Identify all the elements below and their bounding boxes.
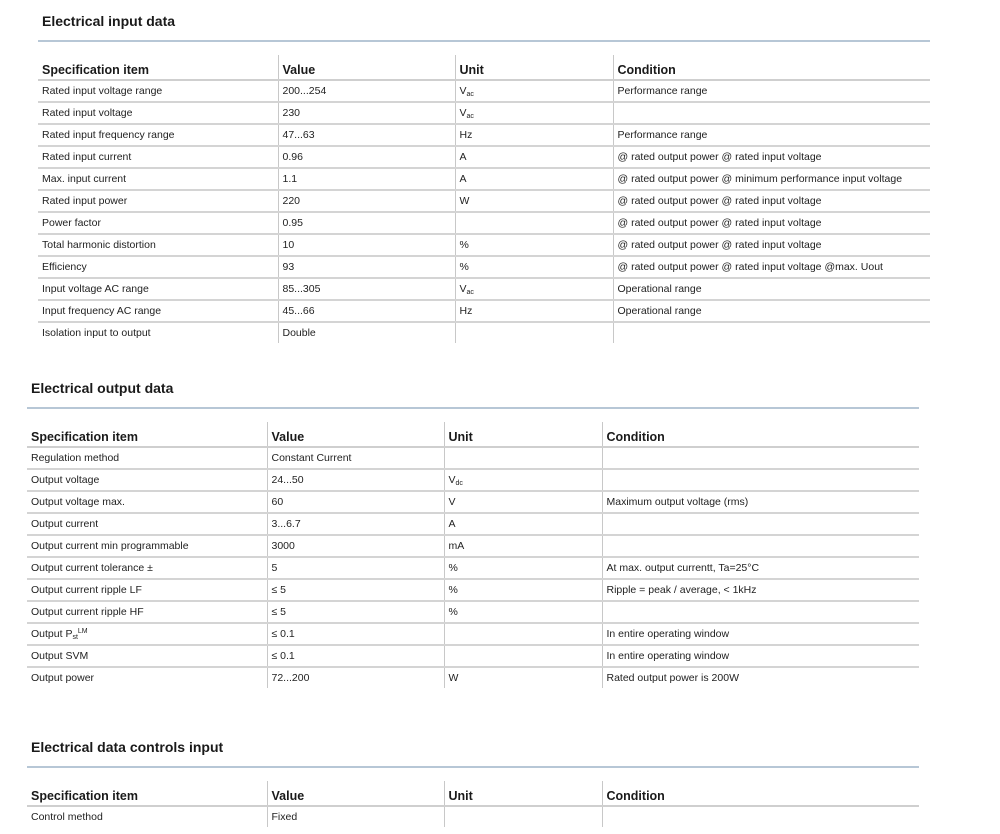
table-row (38, 190, 930, 212)
table-header-row (27, 781, 919, 806)
cell-value: 5 (267, 557, 444, 579)
spec-item-text: Max. input current (42, 173, 127, 185)
cell-unit (455, 212, 613, 234)
header-spec-item: Specification item (38, 55, 278, 80)
cell-value: Constant Current (267, 447, 444, 469)
cell-condition: @ rated output power @ minimum performance input voltage (613, 168, 930, 190)
spec-item-text: Output SVM (31, 650, 89, 662)
cell-unit (444, 667, 602, 688)
cell-spec-item (38, 212, 278, 234)
cell-value: 10 (278, 234, 455, 256)
cell-condition: Rated output power is 200W (602, 667, 919, 688)
spec-item-text: Output current ripple LF (31, 584, 142, 596)
table-row (38, 300, 930, 322)
header-condition: Condition (602, 422, 919, 447)
cell-spec-item (27, 535, 267, 557)
cell-spec-item (38, 80, 278, 102)
spec-table-controls (27, 781, 919, 827)
cell-spec-item (27, 601, 267, 623)
cell-value: ≤ 0.1 (267, 645, 444, 667)
cell-unit (444, 469, 602, 491)
cell-spec-item (27, 513, 267, 535)
header-unit: Unit (444, 422, 602, 447)
cell-value: 3...6.7 (267, 513, 444, 535)
table-row (38, 212, 930, 234)
unit-text: A (459, 151, 467, 163)
cell-condition (602, 469, 919, 491)
section-divider (38, 40, 930, 42)
cell-value: 3000 (267, 535, 444, 557)
table-row (38, 102, 930, 124)
cell-unit (444, 623, 602, 645)
unit-text: % (459, 261, 469, 273)
table-row (38, 256, 930, 278)
cell-unit (444, 557, 602, 579)
cell-value: Fixed (267, 806, 444, 827)
cell-unit (455, 102, 613, 124)
unit-subscript: ac (466, 90, 474, 98)
unit-subscript: ac (466, 288, 474, 296)
cell-condition (602, 601, 919, 623)
table-header-row (38, 55, 930, 80)
cell-condition: At max. output currentt, Ta=25°C (602, 557, 919, 579)
spec-item-text: Total harmonic distortion (42, 239, 156, 251)
cell-spec-item (38, 190, 278, 212)
table-body (38, 80, 930, 343)
cell-spec-item (38, 234, 278, 256)
cell-value: ≤ 5 (267, 601, 444, 623)
cell-unit (444, 491, 602, 513)
cell-unit (455, 80, 613, 102)
table-row (38, 80, 930, 102)
header-unit: Unit (444, 781, 602, 806)
cell-condition: @ rated output power @ rated input voltage (613, 146, 930, 168)
cell-value: 24...50 (267, 469, 444, 491)
spec-item-text: Output power (31, 672, 95, 684)
spec-item-text: Regulation method (31, 452, 120, 464)
table-row (27, 667, 919, 688)
cell-value: 47...63 (278, 124, 455, 146)
spec-item-text: Output P (31, 627, 73, 640)
section-electrical-input-data (38, 10, 930, 343)
cell-unit (444, 579, 602, 601)
table-row (38, 278, 930, 300)
spec-item-text: Output voltage max. (31, 496, 125, 508)
unit-text: % (448, 584, 458, 596)
cell-condition: @ rated output power @ rated input voltage (613, 190, 930, 212)
spec-item-text: Rated input voltage range (42, 85, 163, 97)
table-row (27, 513, 919, 535)
cell-value: 93 (278, 256, 455, 278)
unit-text: A (448, 518, 456, 530)
spec-item-text: Input frequency AC range (42, 305, 162, 317)
spec-item-text: Rated input current (42, 151, 132, 163)
cell-unit (444, 601, 602, 623)
spec-item-text: Efficiency (42, 261, 87, 273)
table-header-row (27, 422, 919, 447)
table-row (27, 447, 919, 469)
unit-text: V (459, 106, 467, 119)
unit-text: Hz (459, 305, 473, 317)
table-body (27, 447, 919, 688)
unit-text: V (448, 496, 456, 508)
spec-item-text: Output current tolerance ± (31, 562, 153, 574)
cell-spec-item (38, 146, 278, 168)
cell-spec-item (38, 300, 278, 322)
section-divider (27, 766, 919, 768)
cell-unit (444, 806, 602, 827)
cell-value: ≤ 5 (267, 579, 444, 601)
spec-item-text: Output current (31, 518, 99, 530)
table-row (27, 469, 919, 491)
cell-value: 60 (267, 491, 444, 513)
cell-unit (455, 124, 613, 146)
cell-condition: Performance range (613, 80, 930, 102)
header-spec-item: Specification item (27, 781, 267, 806)
spec-item-text: Rated input power (42, 195, 128, 207)
cell-value: Double (278, 322, 455, 343)
spec-item-text: Output current ripple HF (31, 606, 144, 618)
header-value: Value (267, 422, 444, 447)
header-condition: Condition (602, 781, 919, 806)
table-row (38, 146, 930, 168)
cell-spec-item (27, 469, 267, 491)
spec-item-text: Control method (31, 811, 103, 823)
cell-condition: In entire operating window (602, 623, 919, 645)
cell-condition (602, 535, 919, 557)
spec-item-subscript: st (72, 633, 78, 641)
section-title: Electrical output data (31, 380, 174, 396)
cell-spec-item (27, 491, 267, 513)
spec-item-text: Output current min programmable (31, 540, 189, 552)
cell-condition: Performance range (613, 124, 930, 146)
unit-text: W (459, 195, 470, 207)
cell-unit (455, 146, 613, 168)
unit-text: Hz (459, 129, 473, 141)
unit-subscript: ac (466, 112, 474, 120)
unit-text: A (459, 173, 467, 185)
cell-condition (613, 322, 930, 343)
cell-unit (455, 234, 613, 256)
cell-spec-item (27, 447, 267, 469)
unit-text: % (448, 562, 458, 574)
cell-value: ≤ 0.1 (267, 623, 444, 645)
section-title: Electrical data controls input (31, 739, 224, 755)
section-electrical-output-data (27, 377, 919, 688)
section-electrical-data-controls-input (27, 736, 919, 827)
unit-text: V (459, 84, 467, 97)
table-row (27, 557, 919, 579)
cell-spec-item (27, 806, 267, 827)
table-row (27, 601, 919, 623)
cell-condition: Maximum output voltage (rms) (602, 491, 919, 513)
cell-value: 220 (278, 190, 455, 212)
cell-unit (444, 535, 602, 557)
header-condition: Condition (613, 55, 930, 80)
cell-condition: @ rated output power @ rated input voltage (613, 212, 930, 234)
unit-subscript: dc (455, 479, 463, 487)
cell-spec-item (27, 557, 267, 579)
header-value: Value (278, 55, 455, 80)
table-row (38, 168, 930, 190)
cell-value: 45...66 (278, 300, 455, 322)
table-row (27, 579, 919, 601)
section-title: Electrical input data (42, 13, 176, 29)
table-row (27, 535, 919, 557)
cell-spec-item (38, 256, 278, 278)
table-row (38, 322, 930, 343)
cell-spec-item (27, 645, 267, 667)
cell-condition: In entire operating window (602, 645, 919, 667)
cell-spec-item (38, 278, 278, 300)
header-value: Value (267, 781, 444, 806)
spec-item-text: Power factor (42, 217, 101, 229)
table-row (27, 645, 919, 667)
cell-condition (602, 513, 919, 535)
cell-unit (455, 322, 613, 343)
cell-unit (444, 447, 602, 469)
table-body (27, 806, 919, 827)
cell-condition (613, 102, 930, 124)
spec-item-superscript: LM (77, 627, 88, 635)
cell-condition: @ rated output power @ rated input voltage (613, 234, 930, 256)
cell-spec-item (38, 322, 278, 343)
spec-item-text: Rated input voltage (42, 107, 133, 119)
spec-item-text: Output voltage (31, 474, 100, 486)
cell-unit (444, 645, 602, 667)
cell-condition: Operational range (613, 300, 930, 322)
unit-text: V (448, 473, 456, 486)
cell-spec-item (38, 168, 278, 190)
cell-spec-item (38, 102, 278, 124)
table-row (27, 623, 919, 645)
section-divider (27, 407, 919, 409)
cell-value: 230 (278, 102, 455, 124)
unit-text: mA (448, 540, 465, 552)
cell-unit (455, 278, 613, 300)
unit-text: V (459, 282, 467, 295)
cell-condition (602, 447, 919, 469)
cell-condition: @ rated output power @ rated input voltage @max. Uout (613, 256, 930, 278)
cell-spec-item (27, 579, 267, 601)
spec-table-input (38, 55, 930, 343)
table-row (27, 491, 919, 513)
cell-value: 0.96 (278, 146, 455, 168)
cell-spec-item (27, 623, 267, 645)
cell-condition: Operational range (613, 278, 930, 300)
unit-text: % (448, 606, 458, 618)
cell-value: 72...200 (267, 667, 444, 688)
header-spec-item: Specification item (27, 422, 267, 447)
cell-value: 200...254 (278, 80, 455, 102)
cell-condition (602, 806, 919, 827)
cell-unit (455, 256, 613, 278)
cell-unit (455, 300, 613, 322)
table-row (38, 124, 930, 146)
unit-text: W (448, 672, 459, 684)
spec-item-text: Rated input frequency range (42, 129, 175, 141)
cell-value: 1.1 (278, 168, 455, 190)
cell-condition: Ripple = peak / average, < 1kHz (602, 579, 919, 601)
cell-spec-item (38, 124, 278, 146)
table-row (38, 234, 930, 256)
cell-value: 0.95 (278, 212, 455, 234)
unit-text: % (459, 239, 469, 251)
header-unit: Unit (455, 55, 613, 80)
cell-unit (455, 190, 613, 212)
cell-unit (455, 168, 613, 190)
cell-spec-item (27, 667, 267, 688)
cell-unit (444, 513, 602, 535)
cell-value: 85...305 (278, 278, 455, 300)
spec-table-output (27, 422, 919, 688)
spec-item-text: Input voltage AC range (42, 283, 149, 295)
table-row (27, 806, 919, 827)
spec-item-text: Isolation input to output (42, 327, 151, 339)
